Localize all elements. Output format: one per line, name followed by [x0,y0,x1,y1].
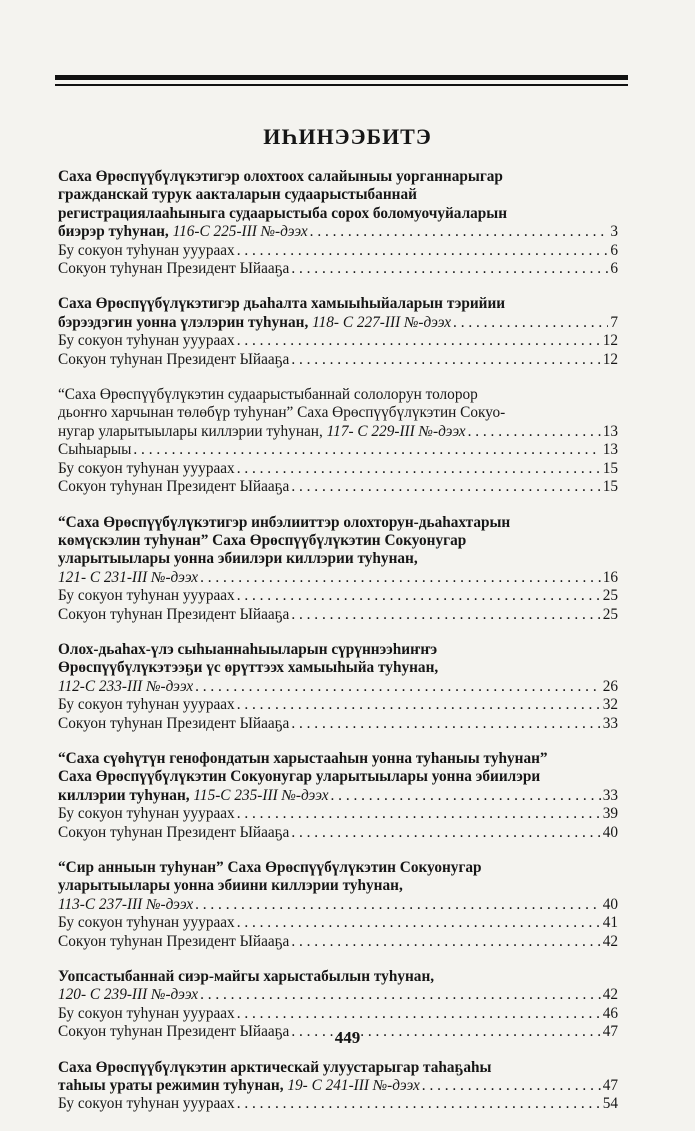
entry-lead-line [58,223,618,241]
page-ref: 15 [602,478,618,496]
dot-leader [195,896,601,914]
header-rule-thin [55,84,628,86]
law-reference: 117- С 229-III №-дээх [326,422,466,440]
entry-lead-text [58,986,198,1004]
dot-leader [133,441,600,459]
page-ref: 39 [602,805,618,823]
toc-subitem [58,914,618,932]
subitem-label: Бу сокуон туһунан ууураах [58,1095,235,1113]
dot-leader [291,824,600,842]
subitem-label: Сокуон туһунан Президент Ыйааҕа [58,350,290,368]
page-ref: 26 [602,677,618,695]
page-ref: 47 [602,1023,618,1041]
toc-entry [58,168,618,278]
subitem-label: Сокуон туһунан Президент Ыйааҕа [58,478,290,496]
entry-lead-line [58,986,618,1004]
dot-leader [453,314,608,332]
page-ref: 3 [610,223,618,241]
subitem-label: Сокуон туһунан Президент Ыйааҕа [58,823,290,841]
law-reference: 120- С 239-III №-дээх [58,986,199,1004]
entry-lead-normal: нугар уларытыылары киллэрии туһунан, [58,422,327,440]
toc-entry [58,386,618,496]
subitem-label: Бу сокуон туһунан ууураах [58,805,235,823]
toc-entry [58,295,618,369]
entry-heading-line: уларытыылары уонна эбиини киллэрии туһунан, [58,877,403,895]
dot-leader [237,914,601,932]
page-title: ИҺИНЭЭБИТЭ [263,124,432,149]
entry-lead-text [58,678,193,696]
header-rule-thick [55,75,628,80]
dot-leader [237,805,601,823]
dot-leader [237,460,601,478]
table-of-contents [58,168,618,1131]
page-number: 449 [334,1028,361,1047]
dot-leader [237,1095,601,1113]
entry-lead-line [58,678,618,696]
entry-lead-text [58,569,198,587]
dot-leader [291,351,600,369]
toc-entry [58,514,618,624]
entry-lead-bold: бэрээдэгин уонна үлэлэрин туһунан, [58,313,313,331]
dot-leader [200,986,601,1004]
entry-heading-line: Олох-дьаһах-үлэ сыһыаннаһыыларын сүрүннээһиҥҥэ [58,640,438,658]
page-ref: 16 [602,568,618,586]
toc-subitem [58,1005,618,1023]
subitem-label: Бу сокуон туһунан ууураах [58,241,235,259]
subitem-label: Сокуон туһунан Президент Ыйааҕа [58,1023,290,1041]
toc-subitem [58,696,618,714]
entry-heading-line: Уопсастыбаннай сиэр-майгы харыстабылын туһунан, [58,968,435,986]
dot-leader [468,423,601,441]
toc-subitem [58,606,618,624]
toc-subitem [58,242,618,260]
page-ref: 47 [602,1077,618,1095]
entry-heading-line: “Саха Өрөспүүбүлүкэтигэр инбэлииттэр олохторун-дьаһахтарын [58,513,511,531]
entry-lead-line [58,1077,618,1095]
entry-lead-text [58,314,451,332]
toc-entry [58,859,618,951]
dot-leader [291,606,600,624]
toc-subitem [58,1095,618,1113]
entry-lead-text [58,787,329,805]
page-ref: 32 [602,696,618,714]
law-reference: 118- С 227-III №-дээх [312,313,452,331]
dot-leader [291,715,600,733]
entry-heading-line: гражданскай турук аакталарын судаарыстыбаннай [58,186,417,204]
toc-subitem [58,260,618,278]
toc-subitem [58,351,618,369]
page-ref: 7 [610,313,618,331]
page-ref: 42 [602,986,618,1004]
entry-heading-line: “Саха Өрөспүүбүлүкэтин судаарыстыбаннай сололорун толорор [58,386,478,404]
law-reference: 19- С 241-III №-дээх [287,1077,420,1095]
toc-entry [58,1059,618,1114]
entry-lead-text [58,223,308,241]
entry-lead-text [58,423,466,441]
dot-leader [291,260,608,278]
entry-heading-line: Өрөспүүбүлүкэтээҕи үс өрүттээх хамыыһыйа туһунан, [58,659,439,677]
subitem-label: Бу сокуон туһунан ууураах [58,459,235,477]
entry-heading-line: “Сир анныын туһунан” Саха Өрөспүүбүлүкэтин Сокуонугар [58,859,482,876]
law-reference: 113-С 237-III №-дээх [58,895,194,913]
entry-lead-line [58,896,618,914]
page-ref: 12 [602,332,618,350]
subitem-label: Бу сокуон туһунан ууураах [58,914,235,932]
toc-entry [58,750,618,842]
toc-subitem [58,332,618,350]
toc-subitem [58,441,618,459]
entry-heading-line: уларытыылары уонна эбиилэри киллэрии туһунан, [58,550,418,568]
page-ref: 33 [602,714,618,732]
subitem-label: Сокуон туһунан Президент Ыйааҕа [58,932,290,950]
entry-heading-line: Саха Өрөспүүбүлүкэтин арктическай улуустарыгар таһаҕаһы [58,1058,492,1076]
page-ref: 42 [602,932,618,950]
subitem-label: Сокуон туһунан Президент Ыйааҕа [58,260,290,278]
dot-leader [291,933,600,951]
toc-subitem [58,478,618,496]
page-ref: 40 [602,895,618,913]
dot-leader [200,569,601,587]
page-ref: 54 [602,1095,618,1113]
subitem-label: Сокуон туһунан Президент Ыйааҕа [58,605,290,623]
entry-lead-line [58,569,618,587]
law-reference: 116-С 225-III №-дээх [172,223,308,241]
page-ref: 25 [602,587,618,605]
entry-lead-text [58,1077,420,1095]
dot-leader [237,242,609,260]
entry-heading-line: Саха Өрөспүүбүлүкэтигэр дьаһалта хамыыһыйаларын тэрийии [58,295,506,313]
dot-leader [331,787,601,805]
entry-lead-text [58,896,193,914]
subitem-label: Бу сокуон туһунан ууураах [58,332,235,350]
toc-subitem [58,460,618,478]
entry-lead-line [58,787,618,805]
page-ref: 25 [602,605,618,623]
dot-leader [422,1077,601,1095]
dot-leader [310,223,609,241]
page-ref: 33 [602,786,618,804]
entry-lead-bold: биэрэр туһунан, [58,223,173,241]
page-ref: 12 [602,350,618,368]
dot-leader [237,587,601,605]
entry-lead-line [58,423,618,441]
page-ref: 41 [602,914,618,932]
page-ref: 40 [602,823,618,841]
entry-heading-line: Саха Өрөспүүбүлүкэтин Сокуонугар уларытыылары уонна эбиилэри [58,768,541,786]
toc-entry [58,641,618,733]
dot-leader [195,678,601,696]
subitem-label: Бу сокуон туһунан ууураах [58,1004,235,1022]
law-reference: 115-С 235-III №-дээх [193,786,329,804]
entry-heading-line: “Саха сүөһүтүн генофондатын харыстааһын уонна туһаныы туһунан” [58,749,548,767]
dot-leader [237,1005,601,1023]
entry-heading-line: дьоҥҥо харчынан төлөбүр туһунан” Саха Өрөспүүбүлүкэтин Сокуо- [58,404,506,422]
page-ref: 46 [602,1004,618,1022]
law-reference: 121- С 231-III №-дээх [58,568,199,586]
entry-heading-line: көмүскэлин туһунан” Саха Өрөспүүбүлүкэтин Сокуонугар [58,531,467,549]
toc-subitem [58,933,618,951]
subitem-label: Сыһыарыы [58,441,132,459]
dot-leader [237,332,601,350]
page-ref: 6 [610,260,618,278]
subitem-label: Бу сокуон туһунан ууураах [58,587,235,605]
law-reference: 112-С 233-III №-дээх [58,677,194,695]
dot-leader [237,696,601,714]
entry-heading-line: Саха Өрөспүүбүлүкэтигэр олохтоох салайыныы уорганнарыгар [58,168,503,185]
subitem-label: Бу сокуон туһунан ууураах [58,696,235,714]
toc-subitem [58,715,618,733]
entry-heading-line: регистрациялааһыныга судаарыстыба сорох боломуочуйаларын [58,204,508,222]
page-ref: 15 [602,459,618,477]
entry-lead-line [58,314,618,332]
entry-lead-bold: таһыы ураты режимин туһунан, [58,1077,288,1095]
entry-lead-bold: киллэрии туһунан, [58,786,194,804]
toc-subitem [58,824,618,842]
dot-leader [291,478,600,496]
page-ref: 13 [602,422,618,440]
page-ref: 6 [610,241,618,259]
toc-subitem [58,587,618,605]
subitem-label: Сокуон туһунан Президент Ыйааҕа [58,714,290,732]
page-ref: 13 [602,441,618,459]
toc-subitem [58,805,618,823]
